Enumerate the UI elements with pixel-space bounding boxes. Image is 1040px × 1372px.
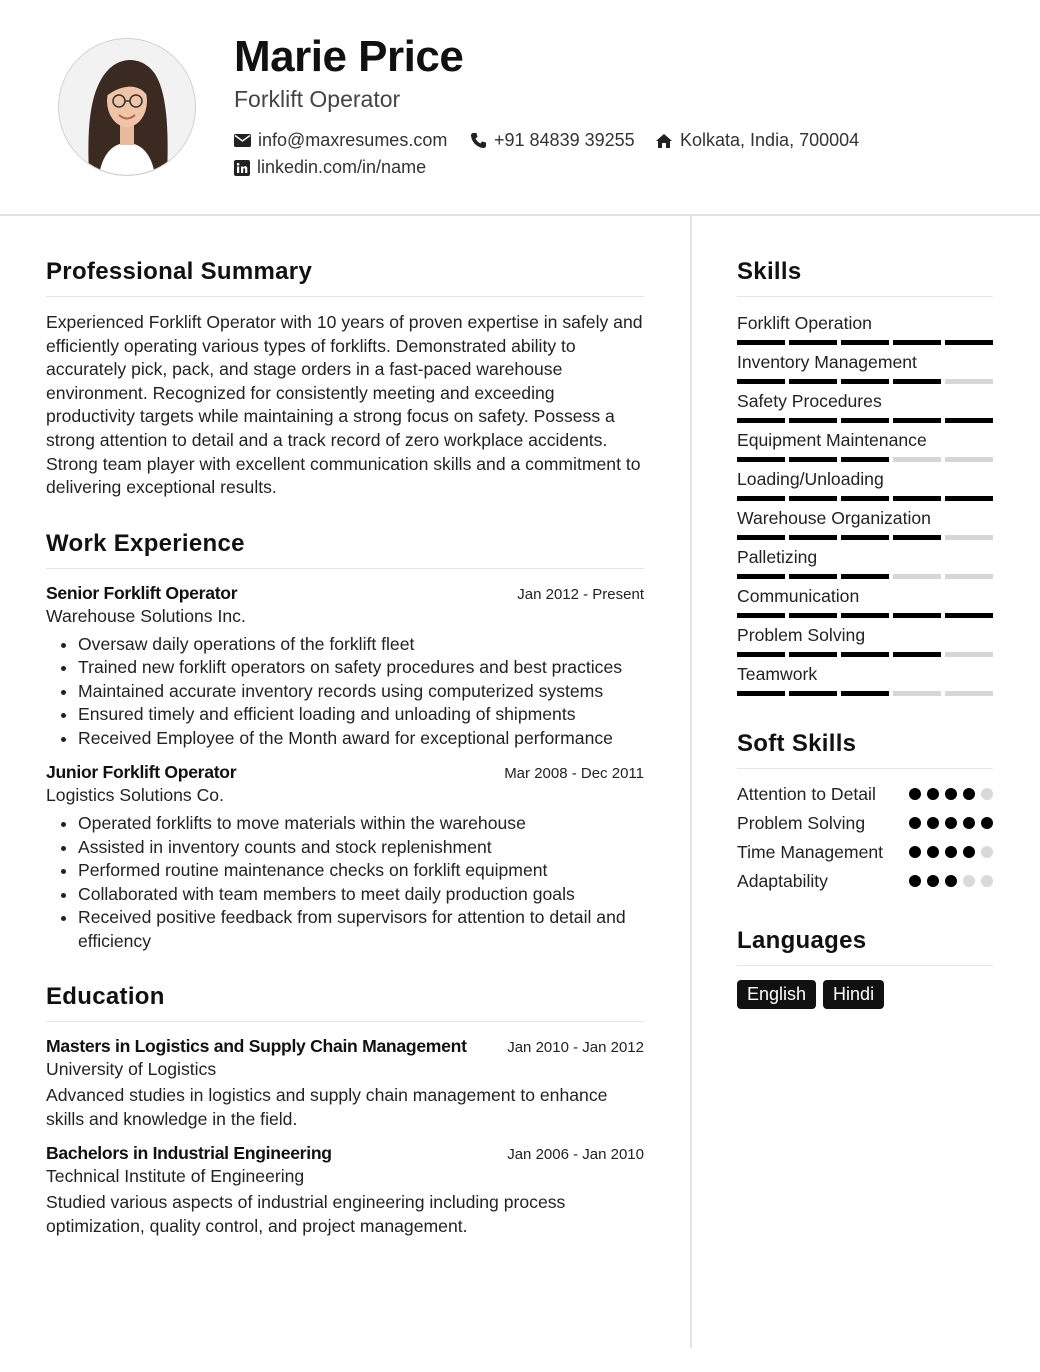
- email-contact[interactable]: [234, 130, 447, 151]
- degree-title: Bachelors in Industrial Engineering: [46, 1143, 332, 1164]
- rating-segment: [945, 457, 993, 462]
- summary-heading: Professional Summary: [46, 258, 644, 297]
- skill-name: Equipment Maintenance: [737, 430, 927, 450]
- languages-list: [737, 980, 993, 1009]
- rating-segment: [789, 574, 837, 579]
- phone-text: +91 84839 39255: [494, 130, 635, 150]
- rating-segment: [737, 418, 785, 423]
- list-item: • Received positive feedback from supervisors for attention to detail and efficiency: [78, 906, 644, 953]
- rating-segment: [737, 691, 785, 696]
- skills-list: [737, 311, 993, 696]
- list-item: • Received Employee of the Month award for exceptional performance: [78, 727, 644, 751]
- address-contact: [655, 130, 859, 151]
- rating-segment: [789, 496, 837, 501]
- rating-segment: [789, 691, 837, 696]
- rating-segment: [789, 652, 837, 657]
- soft-skill-item: [737, 783, 993, 806]
- skill-rating-bar: [737, 535, 993, 540]
- job-company: Logistics Solutions Co.: [46, 785, 224, 806]
- education-date: Jan 2006 - Jan 2010: [507, 1146, 644, 1164]
- candidate-name: Marie Price: [234, 32, 464, 81]
- rating-dot: [981, 788, 993, 800]
- rating-dot: [963, 788, 975, 800]
- soft-skills-list: [737, 783, 993, 893]
- skill-rating-bar: [737, 574, 993, 579]
- rating-segment: [945, 691, 993, 696]
- rating-segment: [841, 691, 889, 696]
- rating-dot: [963, 875, 975, 887]
- rating-segment: [789, 379, 837, 384]
- column-divider: [690, 216, 692, 1348]
- rating-dot: [909, 788, 921, 800]
- skill-item: [737, 467, 993, 501]
- rating-segment: [841, 496, 889, 501]
- rating-segment: [737, 340, 785, 345]
- rating-segment: [893, 496, 941, 501]
- rating-dot: [945, 817, 957, 829]
- rating-dot: [927, 817, 939, 829]
- rating-dot: [945, 875, 957, 887]
- education-date: Jan 2010 - Jan 2012: [507, 1039, 644, 1057]
- list-item: • Oversaw daily operations of the forklift fleet: [78, 633, 644, 657]
- skill-rating-bar: [737, 652, 993, 657]
- soft-skill-rating: [909, 846, 993, 858]
- rating-segment: [945, 496, 993, 501]
- list-item: • Assisted in inventory counts and stock replenishment: [78, 836, 644, 860]
- list-item: • Maintained accurate inventory records using computerized systems: [78, 680, 644, 704]
- degree-title: Masters in Logistics and Supply Chain Management: [46, 1036, 467, 1057]
- skill-item: [737, 623, 993, 657]
- skill-item: [737, 389, 993, 423]
- rating-segment: [945, 613, 993, 618]
- list-item: • Trained new forklift operators on safety procedures and best practices: [78, 656, 644, 680]
- job-date: Jan 2012 - Present: [517, 585, 644, 603]
- rating-dot: [981, 817, 993, 829]
- rating-segment: [841, 379, 889, 384]
- rating-segment: [893, 418, 941, 423]
- job-bullets: [46, 812, 644, 953]
- language-tag: English: [737, 980, 816, 1009]
- rating-segment: [841, 340, 889, 345]
- rating-segment: [789, 457, 837, 462]
- skill-name: Palletizing: [737, 547, 818, 567]
- rating-segment: [789, 418, 837, 423]
- soft-skill-name: Problem Solving: [737, 813, 866, 833]
- skill-rating-bar: [737, 418, 993, 423]
- rating-segment: [945, 652, 993, 657]
- school-name: Technical Institute of Engineering: [46, 1166, 305, 1187]
- skill-rating-bar: [737, 496, 993, 501]
- skill-item: [737, 311, 993, 345]
- phone-contact[interactable]: [470, 130, 635, 151]
- rating-dot: [927, 788, 939, 800]
- rating-dot: [963, 846, 975, 858]
- rating-segment: [893, 652, 941, 657]
- rating-dot: [909, 875, 921, 887]
- skill-name: Problem Solving: [737, 625, 866, 645]
- rating-segment: [789, 613, 837, 618]
- linkedin-contact[interactable]: [234, 157, 426, 178]
- education-entry: [46, 1036, 644, 1131]
- skill-name: Safety Procedures: [737, 391, 882, 411]
- rating-dot: [909, 846, 921, 858]
- rating-segment: [841, 535, 889, 540]
- education-description: Advanced studies in logistics and supply chain management to enhance skills and knowledge in the field.: [46, 1085, 608, 1129]
- skill-name: Inventory Management: [737, 352, 917, 372]
- skill-name: Communication: [737, 586, 860, 606]
- list-item: • Performed routine maintenance checks on forklift equipment: [78, 859, 644, 883]
- list-item: • Ensured timely and efficient loading and unloading of shipments: [78, 703, 644, 727]
- rating-segment: [737, 652, 785, 657]
- soft-skill-rating: [909, 817, 993, 829]
- skill-item: [737, 545, 993, 579]
- language-tag: Hindi: [823, 980, 884, 1009]
- languages-heading: Languages: [737, 927, 993, 966]
- skill-item: [737, 506, 993, 540]
- rating-segment: [893, 613, 941, 618]
- rating-segment: [893, 535, 941, 540]
- rating-segment: [893, 340, 941, 345]
- list-item: • Operated forklifts to move materials within the warehouse: [78, 812, 644, 836]
- rating-segment: [841, 418, 889, 423]
- home-icon: [655, 133, 673, 149]
- rating-dot: [963, 817, 975, 829]
- sidebar-column: [737, 244, 993, 1009]
- rating-dot: [927, 875, 939, 887]
- avatar: [58, 38, 196, 176]
- skill-rating-bar: [737, 340, 993, 345]
- job-entry: [46, 583, 644, 751]
- job-title: Forklift Operator: [234, 86, 401, 112]
- soft-skill-item: [737, 841, 993, 864]
- rating-segment: [945, 340, 993, 345]
- skill-item: [737, 350, 993, 384]
- rating-dot: [927, 846, 939, 858]
- rating-dot: [909, 817, 921, 829]
- rating-segment: [737, 613, 785, 618]
- skill-item: [737, 584, 993, 618]
- rating-segment: [945, 574, 993, 579]
- rating-segment: [841, 652, 889, 657]
- job-company: Warehouse Solutions Inc.: [46, 605, 246, 626]
- skill-item: [737, 428, 993, 462]
- education-heading: Education: [46, 983, 644, 1022]
- soft-skill-item: [737, 812, 993, 835]
- soft-skill-rating: [909, 788, 993, 800]
- skill-rating-bar: [737, 457, 993, 462]
- skill-name: Loading/Unloading: [737, 469, 884, 489]
- envelope-icon: [234, 134, 251, 147]
- rating-dot: [981, 846, 993, 858]
- rating-segment: [789, 535, 837, 540]
- phone-icon: [470, 132, 487, 149]
- job-bullets: [46, 633, 644, 751]
- soft-skill-item: [737, 870, 993, 893]
- skill-name: Teamwork: [737, 664, 818, 684]
- rating-segment: [945, 379, 993, 384]
- rating-segment: [893, 574, 941, 579]
- rating-dot: [981, 875, 993, 887]
- soft-skill-name: Time Management: [737, 842, 884, 862]
- education-entry: [46, 1143, 644, 1238]
- linkedin-text: linkedin.com/in/name: [257, 157, 427, 177]
- experience-heading: Work Experience: [46, 530, 644, 569]
- rating-dot: [945, 788, 957, 800]
- list-item: • Collaborated with team members to meet daily production goals: [78, 883, 644, 907]
- rating-segment: [789, 340, 837, 345]
- job-entry: [46, 762, 644, 953]
- skill-item: [737, 662, 993, 696]
- skill-rating-bar: [737, 613, 993, 618]
- email-text: info@maxresumes.com: [258, 130, 448, 150]
- skill-name: Warehouse Organization: [737, 508, 931, 528]
- education-description: Studied various aspects of industrial engineering including process optimization, quality control, and project management.: [46, 1192, 566, 1237]
- rating-segment: [893, 457, 941, 462]
- skill-rating-bar: [737, 691, 993, 696]
- job-position: Senior Forklift Operator: [46, 582, 238, 603]
- rating-segment: [945, 535, 993, 540]
- skills-heading: Skills: [737, 258, 993, 297]
- rating-segment: [737, 574, 785, 579]
- rating-segment: [841, 574, 889, 579]
- linkedin-icon: [234, 160, 250, 176]
- rating-segment: [893, 379, 941, 384]
- soft-skill-rating: [909, 875, 993, 887]
- rating-segment: [737, 379, 785, 384]
- main-column: [46, 244, 644, 1239]
- rating-dot: [945, 846, 957, 858]
- job-date: Mar 2008 - Dec 2011: [504, 765, 644, 783]
- rating-segment: [737, 535, 785, 540]
- soft-skill-name: Attention to Detail: [737, 784, 876, 804]
- soft-skill-name: Adaptability: [737, 871, 828, 891]
- soft-skills-heading: Soft Skills: [737, 730, 993, 769]
- avatar-photo-icon: [59, 39, 195, 175]
- rating-segment: [893, 691, 941, 696]
- resume-header: [0, 0, 1040, 216]
- skill-rating-bar: [737, 379, 993, 384]
- address-text: Kolkata, India, 700004: [680, 130, 860, 150]
- school-name: University of Logistics: [46, 1059, 217, 1080]
- rating-segment: [841, 457, 889, 462]
- job-position: Junior Forklift Operator: [46, 762, 237, 783]
- rating-segment: [737, 457, 785, 462]
- rating-segment: [737, 496, 785, 501]
- skill-name: Forklift Operation: [737, 313, 872, 333]
- summary-text: Experienced Forklift Operator with 10 years of proven expertise in safely and efficiently operating various types of forklifts. Demonstrated ability to accurately pick, pack, and stage orders in a fast-paced warehouse environment. Recognized for consistently meeting and exceeding productivity targets while maintaining a strong focus on safety. Possess a strong attention to detail and a track record of zero workplace accidents. Strong team player with excellent communication skills and a commitment to delivering exceptional results.: [46, 312, 643, 498]
- rating-segment: [841, 613, 889, 618]
- rating-segment: [945, 418, 993, 423]
